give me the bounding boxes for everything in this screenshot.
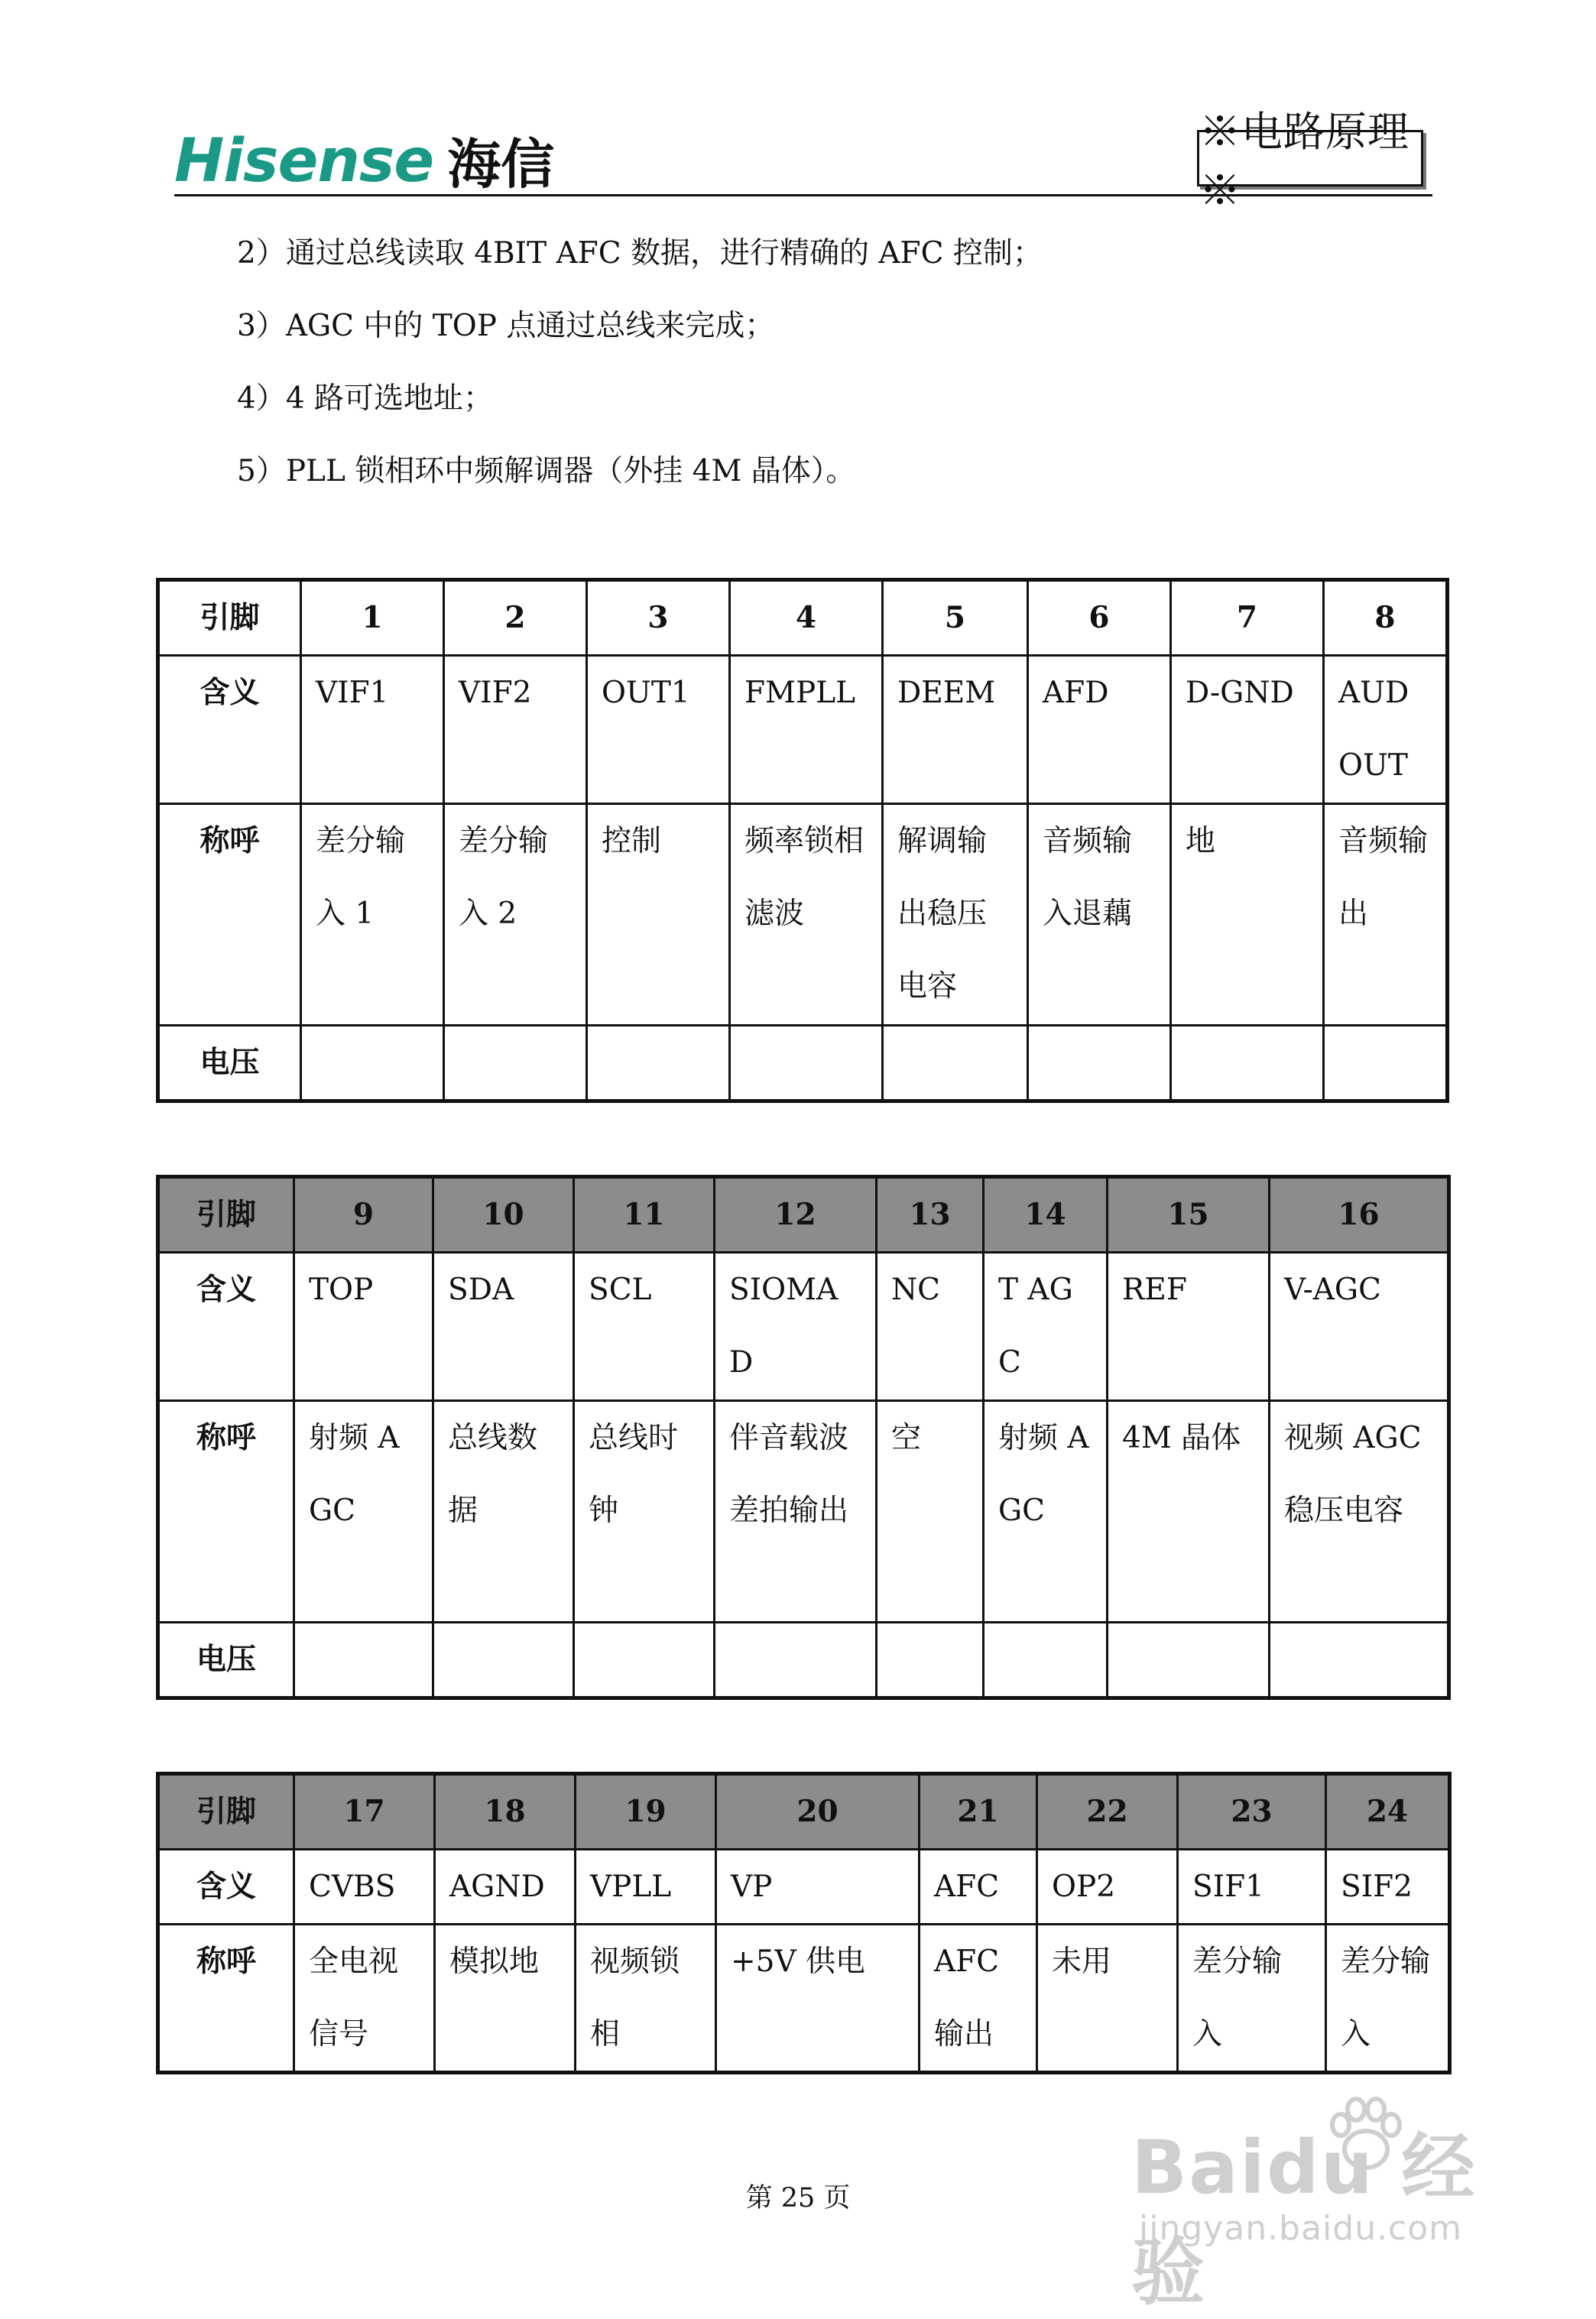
name-cell: 解调输出稳压电容: [883, 804, 1028, 1026]
meaning-cell: AFC: [920, 1850, 1037, 1925]
name-cell: 控制: [587, 804, 730, 1026]
row-label-name: 称呼: [158, 804, 301, 1026]
voltage-cell: [587, 1026, 730, 1101]
meaning-row: [158, 1850, 1450, 1925]
feature-line: 5）PLL 锁相环中频解调器（外挂 4M 晶体）。: [237, 454, 856, 488]
meaning-cell: SCL: [574, 1253, 715, 1401]
meaning-cell: SIOMAD: [715, 1253, 877, 1401]
pin-number: 20: [716, 1774, 920, 1850]
row-label-pin: 引脚: [158, 580, 301, 656]
name-cell: 模拟地: [435, 1925, 576, 2073]
meaning-cell: VIF1: [301, 656, 444, 804]
row-label-meaning: 含义: [158, 656, 301, 804]
feature-line: 3）AGC 中的 TOP 点通过总线来完成；: [237, 309, 775, 343]
pin-number: 11: [574, 1177, 715, 1253]
feature-line: 2）通过总线读取 4BIT AFC 数据，进行精确的 AFC 控制；: [237, 236, 1043, 271]
row-label-voltage: 电压: [158, 1623, 294, 1698]
row-label-voltage: 电压: [158, 1026, 301, 1101]
pin-row: [158, 580, 1448, 656]
meaning-cell: DEEM: [883, 656, 1028, 804]
hisense-logo: [174, 127, 555, 196]
pin-number: 18: [435, 1774, 576, 1850]
row-label-pin: 引脚: [158, 1177, 294, 1253]
meaning-cell: OUT1: [587, 656, 730, 804]
meaning-cell: TOP: [294, 1253, 433, 1401]
pin-number: 5: [883, 580, 1028, 656]
pin-number: 15: [1108, 1177, 1270, 1253]
meaning-cell: AFD: [1028, 656, 1171, 804]
voltage-cell: [1171, 1026, 1324, 1101]
name-row: [158, 804, 1448, 1026]
pin-number: 4: [730, 580, 883, 656]
pin-number: 16: [1270, 1177, 1449, 1253]
voltage-cell: [294, 1623, 433, 1698]
meaning-cell: VPLL: [576, 1850, 716, 1925]
pin-number: 14: [984, 1177, 1108, 1253]
meaning-cell: SIF1: [1178, 1850, 1326, 1925]
meaning-cell: NC: [877, 1253, 984, 1401]
name-cell: 视频 AGC 稳压电容: [1270, 1401, 1449, 1623]
meaning-cell: V-AGC: [1270, 1253, 1449, 1401]
pin-number: 17: [294, 1774, 435, 1850]
name-cell: 总线数据: [433, 1401, 574, 1623]
pin-table-1: [156, 578, 1449, 1103]
meaning-cell: SIF2: [1326, 1850, 1450, 1925]
meaning-row: [158, 1253, 1449, 1401]
name-cell: 空: [877, 1401, 984, 1623]
voltage-cell: [444, 1026, 587, 1101]
name-cell: 全电视信号: [294, 1925, 435, 2073]
name-cell: 音频输出: [1324, 804, 1448, 1026]
page-number: 第 25 页: [745, 2183, 851, 2214]
name-cell: AFC 输出: [920, 1925, 1037, 2073]
name-cell: 差分输入: [1178, 1925, 1326, 2073]
voltage-cell: [1270, 1623, 1449, 1698]
meaning-cell: CVBS: [294, 1850, 435, 1925]
header-divider: [174, 194, 1432, 196]
feature-line: 4）4 路可选地址；: [237, 381, 494, 416]
name-cell: 地: [1171, 804, 1324, 1026]
name-cell: 视频锁相: [576, 1925, 716, 2073]
voltage-cell: [715, 1623, 877, 1698]
voltage-cell: [433, 1623, 574, 1698]
name-cell: 音频输入退藕: [1028, 804, 1171, 1026]
meaning-cell: VIF2: [444, 656, 587, 804]
feature-list: [237, 231, 1460, 521]
voltage-cell: [1028, 1026, 1171, 1101]
pin-number: 13: [877, 1177, 984, 1253]
watermark-url: jingyan.baidu.com: [1139, 2209, 1463, 2248]
pin-number: 3: [587, 580, 730, 656]
name-cell: 总线时钟: [574, 1401, 715, 1623]
meaning-cell: VP: [716, 1850, 920, 1925]
voltage-row: [158, 1026, 1448, 1101]
logo-chinese: 海信: [447, 133, 555, 196]
pin-row: [158, 1774, 1450, 1850]
pin-number: 21: [920, 1774, 1037, 1850]
name-cell: 差分输入: [1326, 1925, 1450, 2073]
meaning-cell: D-GND: [1171, 656, 1324, 804]
meaning-cell: T AGC: [984, 1253, 1108, 1401]
pin-number: 24: [1326, 1774, 1450, 1850]
row-label-meaning: 含义: [158, 1850, 294, 1925]
name-cell: 伴音载波差拍输出: [715, 1401, 877, 1623]
row-label-name: 称呼: [158, 1925, 294, 2073]
row-label-name: 称呼: [158, 1401, 294, 1623]
name-cell: 频率锁相滤波: [730, 804, 883, 1026]
name-cell: +5V 供电: [716, 1925, 920, 2073]
meaning-cell: OP2: [1037, 1850, 1178, 1925]
name-cell: 差分输入 1: [301, 804, 444, 1026]
meaning-cell: FMPLL: [730, 656, 883, 804]
watermark-brand: Baidu 经验: [1131, 2125, 1477, 2315]
name-cell: 射频 AGC: [294, 1401, 433, 1623]
voltage-cell: [1108, 1623, 1270, 1698]
pin-table-3: [156, 1772, 1452, 2074]
name-cell: 4M 晶体: [1108, 1401, 1270, 1623]
voltage-cell: [984, 1623, 1108, 1698]
name-row: [158, 1925, 1450, 2073]
voltage-cell: [574, 1623, 715, 1698]
voltage-cell: [883, 1026, 1028, 1101]
pin-number: 2: [444, 580, 587, 656]
pin-number: 22: [1037, 1774, 1178, 1850]
meaning-row: [158, 656, 1448, 804]
voltage-row: [158, 1623, 1449, 1698]
voltage-cell: [1324, 1026, 1448, 1101]
meaning-cell: AUD OUT: [1324, 656, 1448, 804]
pin-number: 23: [1178, 1774, 1326, 1850]
name-cell: 射频 AGC: [984, 1401, 1108, 1623]
pin-number: 12: [715, 1177, 877, 1253]
voltage-cell: [877, 1623, 984, 1698]
pin-number: 1: [301, 580, 444, 656]
pin-table-2: [156, 1175, 1451, 1700]
pin-number: 7: [1171, 580, 1324, 656]
pin-row: [158, 1177, 1449, 1253]
pin-number: 6: [1028, 580, 1171, 656]
voltage-cell: [730, 1026, 883, 1101]
name-cell: 未用: [1037, 1925, 1178, 2073]
meaning-cell: REF: [1108, 1253, 1270, 1401]
name-row: [158, 1401, 1449, 1623]
voltage-cell: [301, 1026, 444, 1101]
logo-english: Hisense: [174, 127, 434, 196]
baidu-watermark: [1124, 2094, 1521, 2315]
pin-number: 10: [433, 1177, 574, 1253]
pin-number: 8: [1324, 580, 1448, 656]
meaning-cell: SDA: [433, 1253, 574, 1401]
name-cell: 差分输入 2: [444, 804, 587, 1026]
pin-number: 19: [576, 1774, 716, 1850]
pin-number: 9: [294, 1177, 433, 1253]
section-title: ※电路原理※: [1197, 130, 1423, 186]
meaning-cell: AGND: [435, 1850, 576, 1925]
row-label-meaning: 含义: [158, 1253, 294, 1401]
row-label-pin: 引脚: [158, 1774, 294, 1850]
